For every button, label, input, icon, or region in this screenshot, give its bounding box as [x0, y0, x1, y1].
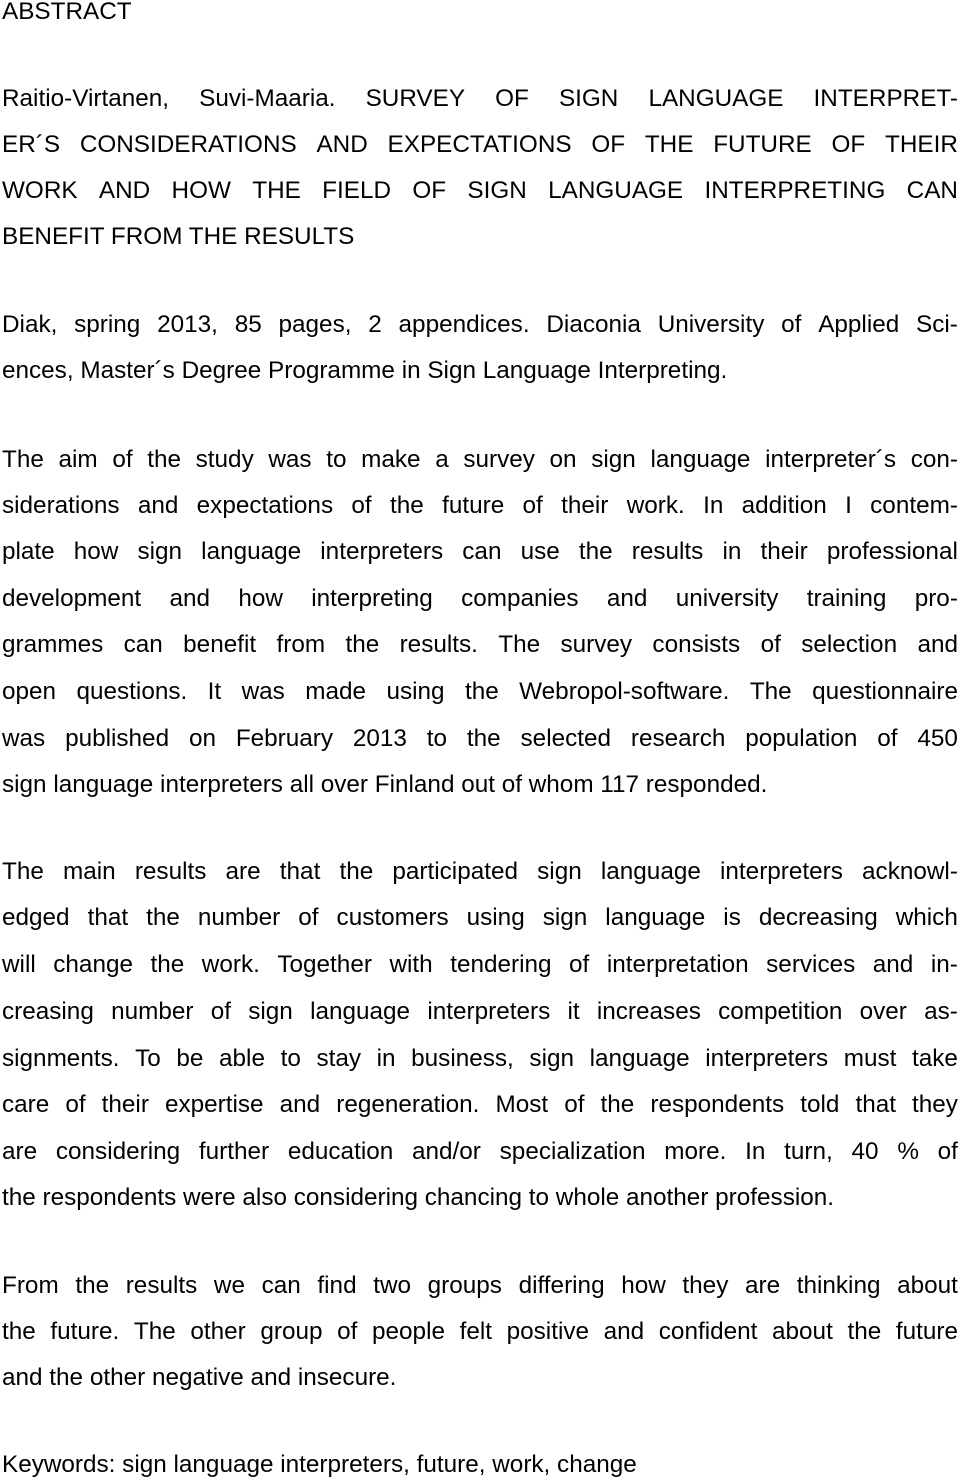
word: to: [326, 446, 347, 473]
word: sign: [137, 538, 183, 565]
word: is: [723, 904, 741, 931]
paragraph-line: [2, 1090, 958, 1120]
word: regeneration.: [336, 1091, 480, 1118]
word: In: [745, 1138, 766, 1165]
word: can: [462, 538, 502, 565]
word: future.: [50, 1318, 120, 1345]
word: which: [895, 904, 958, 931]
word: questionnaire: [812, 678, 958, 705]
word: and: [917, 631, 958, 658]
word: main: [63, 858, 116, 885]
word: work.: [626, 492, 685, 519]
word: to: [280, 1045, 301, 1072]
word: using: [466, 904, 525, 931]
word: in-: [930, 951, 958, 978]
word: two: [373, 1272, 412, 1299]
word: It: [207, 678, 222, 705]
title-line: [2, 176, 958, 206]
word: 2013: [352, 725, 407, 752]
word: from: [276, 631, 326, 658]
word: sign: [591, 446, 636, 473]
word: of: [522, 492, 543, 519]
word: Diak,: [2, 311, 58, 338]
word: AND: [98, 177, 151, 204]
word: are: [744, 1272, 781, 1299]
word: can: [123, 631, 163, 658]
paragraph-line: sign language interpreters all over Finland out of whom 117 responded.: [2, 771, 768, 798]
word: told: [800, 1091, 840, 1118]
word: turn,: [784, 1138, 833, 1165]
word: customers: [336, 904, 449, 931]
word: are: [2, 1138, 38, 1165]
word: grammes: [2, 631, 104, 658]
word: FIELD: [322, 177, 392, 204]
word: future: [442, 492, 505, 519]
word: that: [87, 904, 129, 931]
word: how: [238, 585, 283, 612]
word: number: [197, 904, 281, 931]
word: study: [195, 446, 254, 473]
word: plate: [2, 538, 55, 565]
word: able: [219, 1045, 265, 1072]
word: of: [564, 1091, 585, 1118]
paragraph-line: [2, 1271, 958, 1301]
word: on: [549, 446, 577, 473]
word: the: [345, 631, 380, 658]
word: education: [287, 1138, 394, 1165]
word: 2013,: [157, 311, 218, 338]
word: February: [235, 725, 334, 752]
word: of: [569, 951, 590, 978]
word: siderations: [2, 492, 120, 519]
abstract-heading: ABSTRACT: [2, 0, 132, 25]
word: contem-: [870, 492, 958, 519]
word: sign: [537, 858, 582, 885]
word: the: [146, 904, 180, 931]
word: results: [631, 538, 704, 565]
word: and: [606, 585, 648, 612]
word: CONSIDERATIONS: [79, 131, 297, 158]
title-line: BENEFIT FROM THE RESULTS: [2, 223, 355, 250]
word: In: [703, 492, 724, 519]
word: THEIR: [884, 131, 958, 158]
paragraph-line: [2, 1044, 958, 1074]
word: THE: [252, 177, 301, 204]
word: positive: [506, 1318, 590, 1345]
word: con-: [910, 446, 958, 473]
word: groups: [427, 1272, 502, 1299]
word: Together: [277, 951, 372, 978]
word: in: [376, 1045, 396, 1072]
info-line: [2, 310, 958, 340]
word: work.: [201, 951, 260, 978]
paragraph-line: the respondents were also considering chancing to whole another profession.: [2, 1184, 835, 1211]
word: 2: [368, 311, 382, 338]
paragraph-line: [2, 724, 958, 754]
word: of: [781, 311, 802, 338]
word: respondents: [650, 1091, 785, 1118]
word: are: [225, 858, 261, 885]
word: Most: [495, 1091, 549, 1118]
word: training: [806, 585, 887, 612]
word: consists: [652, 631, 741, 658]
word: pro-: [914, 585, 958, 612]
word: The: [133, 1318, 176, 1345]
title-line: [2, 130, 958, 160]
word: I: [845, 492, 852, 519]
word: was: [2, 725, 46, 752]
word: will: [2, 951, 36, 978]
word: companies: [461, 585, 579, 612]
info-line: ences, Master´s Degree Programme in Sign Language Interpreting.: [2, 357, 728, 384]
word: future: [895, 1318, 958, 1345]
word: THE: [644, 131, 694, 158]
word: the: [464, 678, 499, 705]
word: of: [351, 492, 372, 519]
word: Suvi-Maaria.: [199, 85, 336, 112]
word: survey: [463, 446, 535, 473]
word: interpreters: [720, 858, 843, 885]
word: 40: [851, 1138, 879, 1165]
word: services: [766, 951, 856, 978]
word: be: [176, 1045, 204, 1072]
word: use: [520, 538, 560, 565]
word: survey: [560, 631, 633, 658]
paragraph-line: [2, 997, 958, 1027]
word: a: [435, 446, 449, 473]
word: %: [897, 1138, 919, 1165]
word: find: [317, 1272, 357, 1299]
paragraph-line: [2, 1137, 958, 1167]
word: WORK: [2, 177, 78, 204]
word: and/or: [412, 1138, 481, 1165]
word: of: [337, 1318, 358, 1345]
word: SURVEY: [365, 85, 466, 112]
word: creasing: [2, 998, 94, 1025]
paragraph-line: [2, 491, 958, 521]
word: must: [843, 1045, 897, 1072]
word: using: [386, 678, 445, 705]
word: in: [722, 538, 742, 565]
paragraph-line: [2, 950, 958, 980]
word: benefit: [183, 631, 257, 658]
word: increases: [596, 998, 701, 1025]
word: interpreter´s: [765, 446, 897, 473]
paragraph-line: [2, 857, 958, 887]
word: expectations: [196, 492, 334, 519]
word: the: [466, 725, 501, 752]
word: appendices.: [398, 311, 530, 338]
word: language: [201, 538, 302, 565]
word: From: [2, 1272, 59, 1299]
word: CAN: [906, 177, 958, 204]
word: care: [2, 1091, 50, 1118]
word: language: [600, 858, 701, 885]
word: Applied: [818, 311, 900, 338]
word: of: [112, 446, 133, 473]
word: considering: [55, 1138, 181, 1165]
paragraph-line: [2, 445, 958, 475]
word: LANGUAGE: [548, 177, 684, 204]
paragraph-line: [2, 677, 958, 707]
word: thinking: [796, 1272, 881, 1299]
word: sign: [542, 904, 588, 931]
word: and: [169, 585, 210, 612]
word: participated: [392, 858, 519, 885]
word: that: [855, 1091, 896, 1118]
word: aim: [58, 446, 98, 473]
word: made: [305, 678, 367, 705]
word: the: [847, 1318, 882, 1345]
word: can: [261, 1272, 301, 1299]
word: we: [213, 1272, 245, 1299]
word: Raitio-Virtanen,: [2, 85, 170, 112]
word: stay: [316, 1045, 362, 1072]
word: selection: [801, 631, 898, 658]
word: they: [912, 1091, 958, 1118]
word: the: [2, 1318, 36, 1345]
word: decreasing: [758, 904, 878, 931]
word: LANGUAGE: [648, 85, 784, 112]
word: interpreting: [311, 585, 433, 612]
word: The: [2, 858, 44, 885]
word: OF: [591, 131, 626, 158]
word: signments.: [2, 1045, 120, 1072]
word: and: [603, 1318, 645, 1345]
word: the: [600, 1091, 635, 1118]
word: of: [937, 1138, 958, 1165]
word: change: [53, 951, 133, 978]
word: Webropol-software.: [519, 678, 730, 705]
word: OF: [495, 85, 529, 112]
word: OF: [412, 177, 447, 204]
word: Sci-: [916, 311, 958, 338]
word: addition: [741, 492, 827, 519]
word: The: [498, 631, 541, 658]
word: they: [682, 1272, 729, 1299]
word: results: [125, 1272, 198, 1299]
word: specialization: [499, 1138, 646, 1165]
paragraph-line: [2, 1317, 958, 1347]
word: SIGN: [558, 85, 619, 112]
word: acknowl-: [862, 858, 958, 885]
word: and: [137, 492, 179, 519]
word: published: [65, 725, 170, 752]
word: of: [298, 904, 319, 931]
word: language: [605, 904, 706, 931]
word: interpreters: [705, 1045, 829, 1072]
word: population: [745, 725, 858, 752]
word: number: [111, 998, 194, 1025]
word: interpretation: [606, 951, 749, 978]
paragraph-line: [2, 630, 958, 660]
word: professional: [826, 538, 958, 565]
word: business,: [411, 1045, 514, 1072]
word: about: [772, 1318, 833, 1345]
word: spring: [74, 311, 141, 338]
word: about: [897, 1272, 958, 1299]
word: further: [198, 1138, 270, 1165]
word: the: [147, 446, 181, 473]
word: ER´S: [2, 131, 61, 158]
word: felt: [459, 1318, 493, 1345]
word: SIGN: [467, 177, 527, 204]
paragraph-line: and the other negative and insecure.: [2, 1364, 397, 1391]
word: HOW: [171, 177, 231, 204]
word: sign: [248, 998, 293, 1025]
word: the: [75, 1272, 110, 1299]
word: tendering: [450, 951, 552, 978]
word: the: [389, 492, 424, 519]
word: EXPECTATIONS: [387, 131, 572, 158]
word: group: [260, 1318, 323, 1345]
word: expertise: [164, 1091, 264, 1118]
word: open: [2, 678, 57, 705]
word: sign: [529, 1045, 574, 1072]
word: AND: [316, 131, 368, 158]
word: the: [578, 538, 613, 565]
word: selected: [520, 725, 612, 752]
paragraph-line: [2, 584, 958, 614]
word: FUTURE: [713, 131, 812, 158]
word: of: [210, 998, 231, 1025]
word: The: [2, 446, 44, 473]
word: and: [279, 1091, 321, 1118]
word: language: [310, 998, 411, 1025]
word: university: [675, 585, 779, 612]
word: questions.: [76, 678, 188, 705]
word: their: [760, 538, 808, 565]
word: their: [101, 1091, 149, 1118]
word: interpreters: [427, 998, 551, 1025]
word: language: [650, 446, 751, 473]
word: it: [567, 998, 580, 1025]
word: over: [859, 998, 907, 1025]
word: competition: [718, 998, 843, 1025]
word: their: [561, 492, 609, 519]
word: results: [134, 858, 207, 885]
word: was: [241, 678, 285, 705]
word: the: [339, 858, 374, 885]
word: differing: [518, 1272, 605, 1299]
word: of: [65, 1091, 86, 1118]
word: of: [877, 725, 898, 752]
word: how: [73, 538, 119, 565]
word: and: [872, 951, 914, 978]
author-title-line: [2, 84, 958, 114]
keywords-line: Keywords: sign language interpreters, future, work, change: [2, 1451, 637, 1478]
word: OF: [831, 131, 866, 158]
word: more.: [664, 1138, 727, 1165]
word: the: [150, 951, 185, 978]
word: To: [135, 1045, 161, 1072]
word: research: [630, 725, 726, 752]
word: people: [372, 1318, 445, 1345]
word: 450: [917, 725, 958, 752]
word: how: [621, 1272, 666, 1299]
word: Diaconia: [546, 311, 641, 338]
word: University: [657, 311, 765, 338]
word: of: [760, 631, 781, 658]
word: to: [426, 725, 448, 752]
word: results.: [399, 631, 478, 658]
word: other: [190, 1318, 246, 1345]
word: INTERPRETING: [704, 177, 886, 204]
word: development: [2, 585, 142, 612]
word: that: [279, 858, 321, 885]
word: on: [188, 725, 216, 752]
word: pages,: [278, 311, 352, 338]
word: make: [361, 446, 421, 473]
word: 85: [234, 311, 262, 338]
word: confident: [658, 1318, 758, 1345]
word: edged: [2, 904, 70, 931]
word: INTERPRET-: [813, 85, 958, 112]
word: interpreters: [320, 538, 444, 565]
paragraph-line: [2, 537, 958, 567]
word: The: [749, 678, 792, 705]
word: with: [389, 951, 433, 978]
word: as-: [924, 998, 958, 1025]
word: take: [911, 1045, 958, 1072]
word: was: [268, 446, 312, 473]
word: language: [589, 1045, 690, 1072]
paragraph-line: [2, 903, 958, 933]
